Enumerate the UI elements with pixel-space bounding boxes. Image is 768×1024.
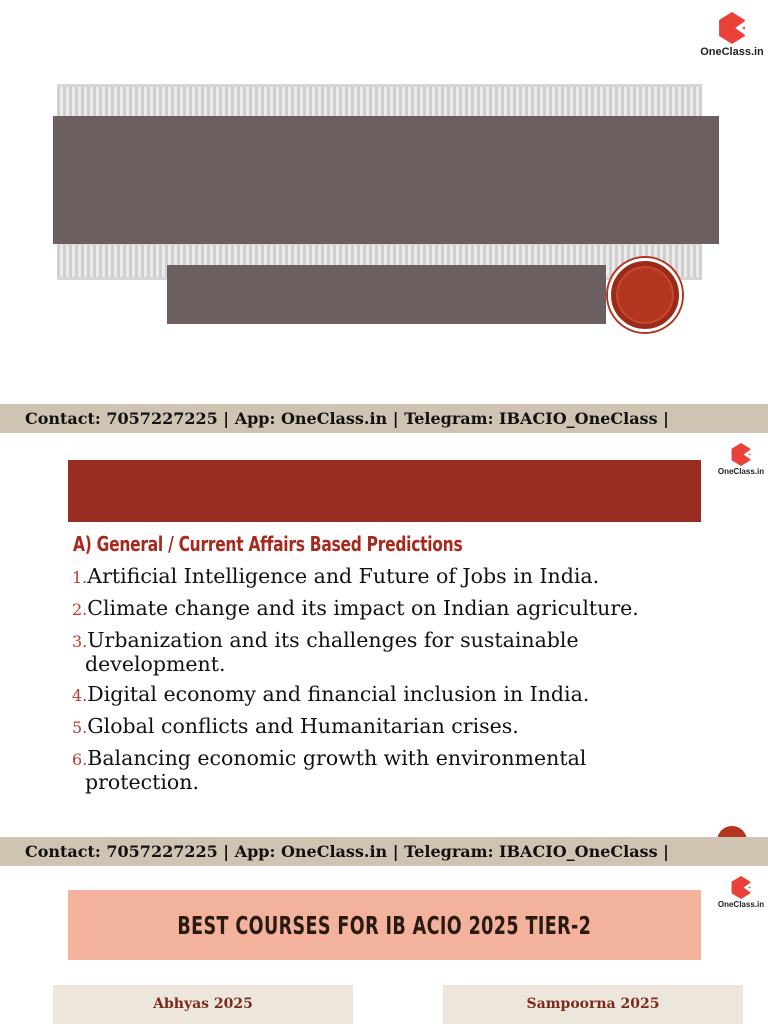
oneclass-logo-icon — [730, 443, 752, 466]
brand-name: OneClass.in — [717, 900, 765, 909]
item-number: 1. — [72, 568, 88, 587]
item-number: 3. — [72, 632, 88, 651]
item-text: Urbanization and its challenges for sustainable — [87, 628, 579, 652]
oneclass-logo-icon — [730, 876, 752, 899]
decorative-circle — [608, 258, 682, 332]
list-item — [72, 629, 752, 675]
item-number: 2. — [72, 600, 88, 619]
course-card-sampoorna[interactable] — [443, 985, 743, 1024]
course-card-label: Abhyas 2025 — [153, 996, 253, 1012]
item-number: 6. — [72, 750, 88, 769]
brand-logo — [696, 12, 768, 58]
brand-name: OneClass.in — [700, 46, 764, 58]
item-number: 5. — [72, 718, 88, 737]
list-item — [72, 747, 752, 793]
contact-footer: Contact: 7057227225 | App: OneClass.in | Telegram: IBACIO_OneClass | — [0, 837, 768, 866]
brand-logo-small — [714, 443, 768, 476]
title-block — [53, 116, 719, 244]
list-item — [72, 715, 752, 739]
item-text: Global conflicts and Humanitarian crises. — [87, 714, 519, 738]
item-text: Balancing economic growth with environmental — [87, 746, 587, 770]
item-number: 4. — [72, 686, 88, 705]
list-item — [72, 597, 752, 621]
course-card-label: Sampoorna 2025 — [526, 996, 660, 1012]
oneclass-logo-icon — [717, 12, 747, 44]
item-text: Artificial Intelligence and Future of Jobs in India. — [87, 564, 600, 588]
brand-logo-small — [714, 876, 768, 909]
item-text-continued: development. — [85, 652, 226, 676]
item-text: Climate change and its impact on Indian agriculture. — [87, 596, 639, 620]
section-heading: A) General / Current Affairs Based Predictions — [73, 532, 463, 556]
list-item — [72, 565, 752, 589]
subtitle-block — [167, 265, 606, 324]
course-card-abhyas[interactable] — [53, 985, 353, 1024]
contact-footer: Contact: 7057227225 | App: OneClass.in | Telegram: IBACIO_OneClass | — [0, 404, 768, 433]
prediction-list — [72, 565, 752, 801]
list-item — [72, 683, 752, 707]
section-title-bar — [68, 460, 701, 522]
courses-banner — [68, 890, 701, 960]
brand-name: OneClass.in — [717, 467, 765, 476]
item-text-continued: protection. — [85, 770, 199, 794]
courses-title: BEST COURSES FOR IB ACIO 2025 TIER-2 — [177, 910, 592, 940]
item-text: Digital economy and financial inclusion in India. — [87, 682, 590, 706]
